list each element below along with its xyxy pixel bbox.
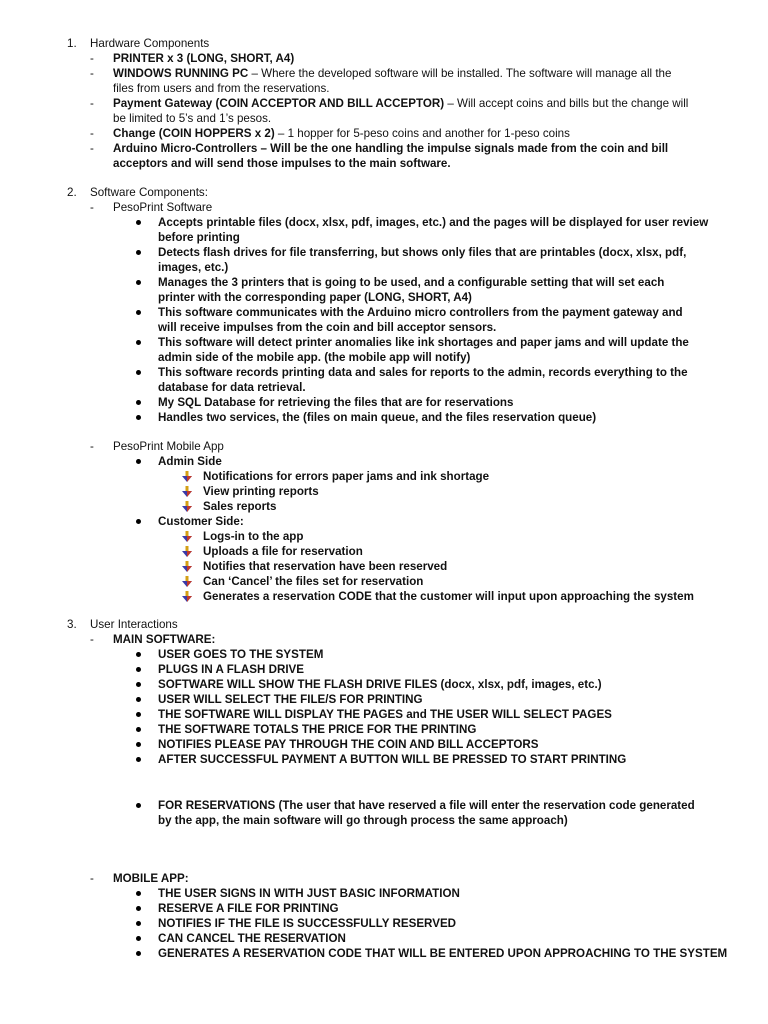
dash-bullet: - <box>90 127 94 140</box>
section-number: 2. <box>67 186 77 199</box>
item-text: Sales reports <box>203 500 277 513</box>
bullet-dot <box>136 712 141 717</box>
item-text: PLUGS IN A FLASH DRIVE <box>158 663 305 676</box>
bullet-dot <box>136 803 141 808</box>
item-bold: WINDOWS RUNNING PC <box>113 67 249 80</box>
item-text <box>113 96 688 111</box>
item-text: admin side of the mobile app. (the mobile app will notify) <box>158 351 471 364</box>
item-text: NOTIFIES IF THE FILE IS SUCCESSFULLY RESERVED <box>158 917 457 930</box>
item-rest: – Will accept coins and bills but the change will <box>444 97 689 110</box>
item-bold: Change (COIN HOPPERS x 2) <box>113 127 275 140</box>
section-title: User Interactions <box>90 618 178 631</box>
item-text: Arduino Micro-Controllers – Will be the one handling the impulse signals made from the coin and bill <box>113 142 669 155</box>
item-bold: Payment Gateway (COIN ACCEPTOR AND BILL ACCEPTOR) <box>113 97 445 110</box>
bullet-dot <box>136 340 141 345</box>
bullet-dot <box>136 906 141 911</box>
arrow-down-icon <box>181 471 193 483</box>
bullet-dot <box>136 519 141 524</box>
arrow-down-icon <box>181 501 193 513</box>
dash-bullet: - <box>90 52 94 65</box>
bullet-dot <box>136 891 141 896</box>
dash-bullet: - <box>90 67 94 80</box>
item-text: View printing reports <box>203 485 319 498</box>
bullet-dot <box>136 727 141 732</box>
bullet-dot <box>136 250 141 255</box>
item-text: USER WILL SELECT THE FILE/S FOR PRINTING <box>158 693 423 706</box>
subsection-title: MOBILE APP: <box>113 872 189 885</box>
item-text: database for data retrieval. <box>158 381 306 394</box>
dash-bullet: - <box>90 142 94 155</box>
customer-side-label: Customer Side: <box>158 515 244 528</box>
bullet-dot <box>136 921 141 926</box>
arrow-down-icon <box>181 486 193 498</box>
item-text: SOFTWARE WILL SHOW THE FLASH DRIVE FILES (docx, xlsx, pdf, images, etc.) <box>158 678 602 691</box>
subsection-title: PesoPrint Mobile App <box>113 440 224 453</box>
item-text: This software communicates with the Arduino micro controllers from the payment gateway and <box>158 306 683 319</box>
item-text: Handles two services, the (files on main queue, and the files reservation queue) <box>158 411 597 424</box>
item-rest: – 1 hopper for 5-peso coins and another for 1-peso coins <box>274 127 570 140</box>
item-text: Notifies that reservation have been reserved <box>203 560 448 573</box>
item-text: USER GOES TO THE SYSTEM <box>158 648 324 661</box>
item-text: acceptors and will send those impulses to the main software. <box>113 157 451 170</box>
bullet-dot <box>136 652 141 657</box>
item-text: Notifications for errors paper jams and ink shortage <box>203 470 490 483</box>
item-text: CAN CANCEL THE RESERVATION <box>158 932 346 945</box>
arrow-down-icon <box>181 561 193 573</box>
item-text: by the app, the main software will go through process the same approach) <box>158 814 568 827</box>
item-text: be limited to 5’s and 1’s pesos. <box>113 112 272 125</box>
bullet-dot <box>136 310 141 315</box>
section-number: 3. <box>67 618 77 631</box>
item-text <box>113 126 570 141</box>
arrow-down-icon <box>181 591 193 603</box>
bullet-dot <box>136 400 141 405</box>
admin-side-label: Admin Side <box>158 455 222 468</box>
item-text: before printing <box>158 231 240 244</box>
item-text: AFTER SUCCESSFUL PAYMENT A BUTTON WILL BE PRESSED TO START PRINTING <box>158 753 627 766</box>
bullet-dot <box>136 951 141 956</box>
item-text: Generates a reservation CODE that the customer will input upon approaching the system <box>203 590 694 603</box>
bullet-dot <box>136 415 141 420</box>
bullet-dot <box>136 936 141 941</box>
arrow-down-icon <box>181 546 193 558</box>
dash-bullet: - <box>90 97 94 110</box>
item-text: Uploads a file for reservation <box>203 545 363 558</box>
section-title: Software Components: <box>90 186 208 199</box>
item-text: Accepts printable files (docx, xlsx, pdf, images, etc.) and the pages will be displayed for user review <box>158 216 709 229</box>
item-text: GENERATES A RESERVATION CODE THAT WILL BE ENTERED UPON APPROACHING TO THE SYSTEM <box>158 947 728 960</box>
item-text: THE SOFTWARE WILL DISPLAY THE PAGES and THE USER WILL SELECT PAGES <box>158 708 612 721</box>
bullet-dot <box>136 697 141 702</box>
item-text: THE SOFTWARE TOTALS THE PRICE FOR THE PRINTING <box>158 723 477 736</box>
dash-bullet: - <box>90 633 94 646</box>
item-text: NOTIFIES PLEASE PAY THROUGH THE COIN AND BILL ACCEPTORS <box>158 738 539 751</box>
bullet-dot <box>136 459 141 464</box>
section-title: Hardware Components <box>90 37 210 50</box>
item-text <box>113 66 671 81</box>
bullet-dot <box>136 682 141 687</box>
item-text: will receive impulses from the coin and bill acceptor sensors. <box>158 321 497 334</box>
item-text: Logs-in to the app <box>203 530 304 543</box>
section-number: 1. <box>67 37 77 50</box>
bullet-dot <box>136 667 141 672</box>
item-text: THE USER SIGNS IN WITH JUST BASIC INFORMATION <box>158 887 460 900</box>
arrow-down-icon <box>181 576 193 588</box>
item-text: RESERVE A FILE FOR PRINTING <box>158 902 339 915</box>
item-text: printer with the corresponding paper (LONG, SHORT, A4) <box>158 291 472 304</box>
dash-bullet: - <box>90 872 94 885</box>
item-text: My SQL Database for retrieving the files that are for reservations <box>158 396 514 409</box>
subsection-title: PesoPrint Software <box>113 201 213 214</box>
item-text: Can ‘Cancel’ the files set for reservation <box>203 575 424 588</box>
dash-bullet: - <box>90 201 94 214</box>
item-text: files from users and from the reservations. <box>113 82 330 95</box>
item-text: Manages the 3 printers that is going to be used, and a configurable setting that will set each <box>158 276 665 289</box>
bullet-dot <box>136 742 141 747</box>
bullet-dot <box>136 220 141 225</box>
item-text: images, etc.) <box>158 261 229 274</box>
item-text: PRINTER x 3 (LONG, SHORT, A4) <box>113 52 295 65</box>
subsection-title: MAIN SOFTWARE: <box>113 633 216 646</box>
item-text: Detects flash drives for file transferring, but shows only files that are printables (docx, xlsx, pdf, <box>158 246 687 259</box>
bullet-dot <box>136 370 141 375</box>
bullet-dot <box>136 280 141 285</box>
item-text: This software will detect printer anomalies like ink shortages and paper jams and will update the <box>158 336 689 349</box>
dash-bullet: - <box>90 440 94 453</box>
item-text: FOR RESERVATIONS (The user that have reserved a file will enter the reservation code generated <box>158 799 695 812</box>
item-text: This software records printing data and sales for reports to the admin, records everything to the <box>158 366 688 379</box>
bullet-dot <box>136 757 141 762</box>
arrow-down-icon <box>181 531 193 543</box>
item-rest: – Where the developed software will be installed. The software will manage all the <box>248 67 672 80</box>
